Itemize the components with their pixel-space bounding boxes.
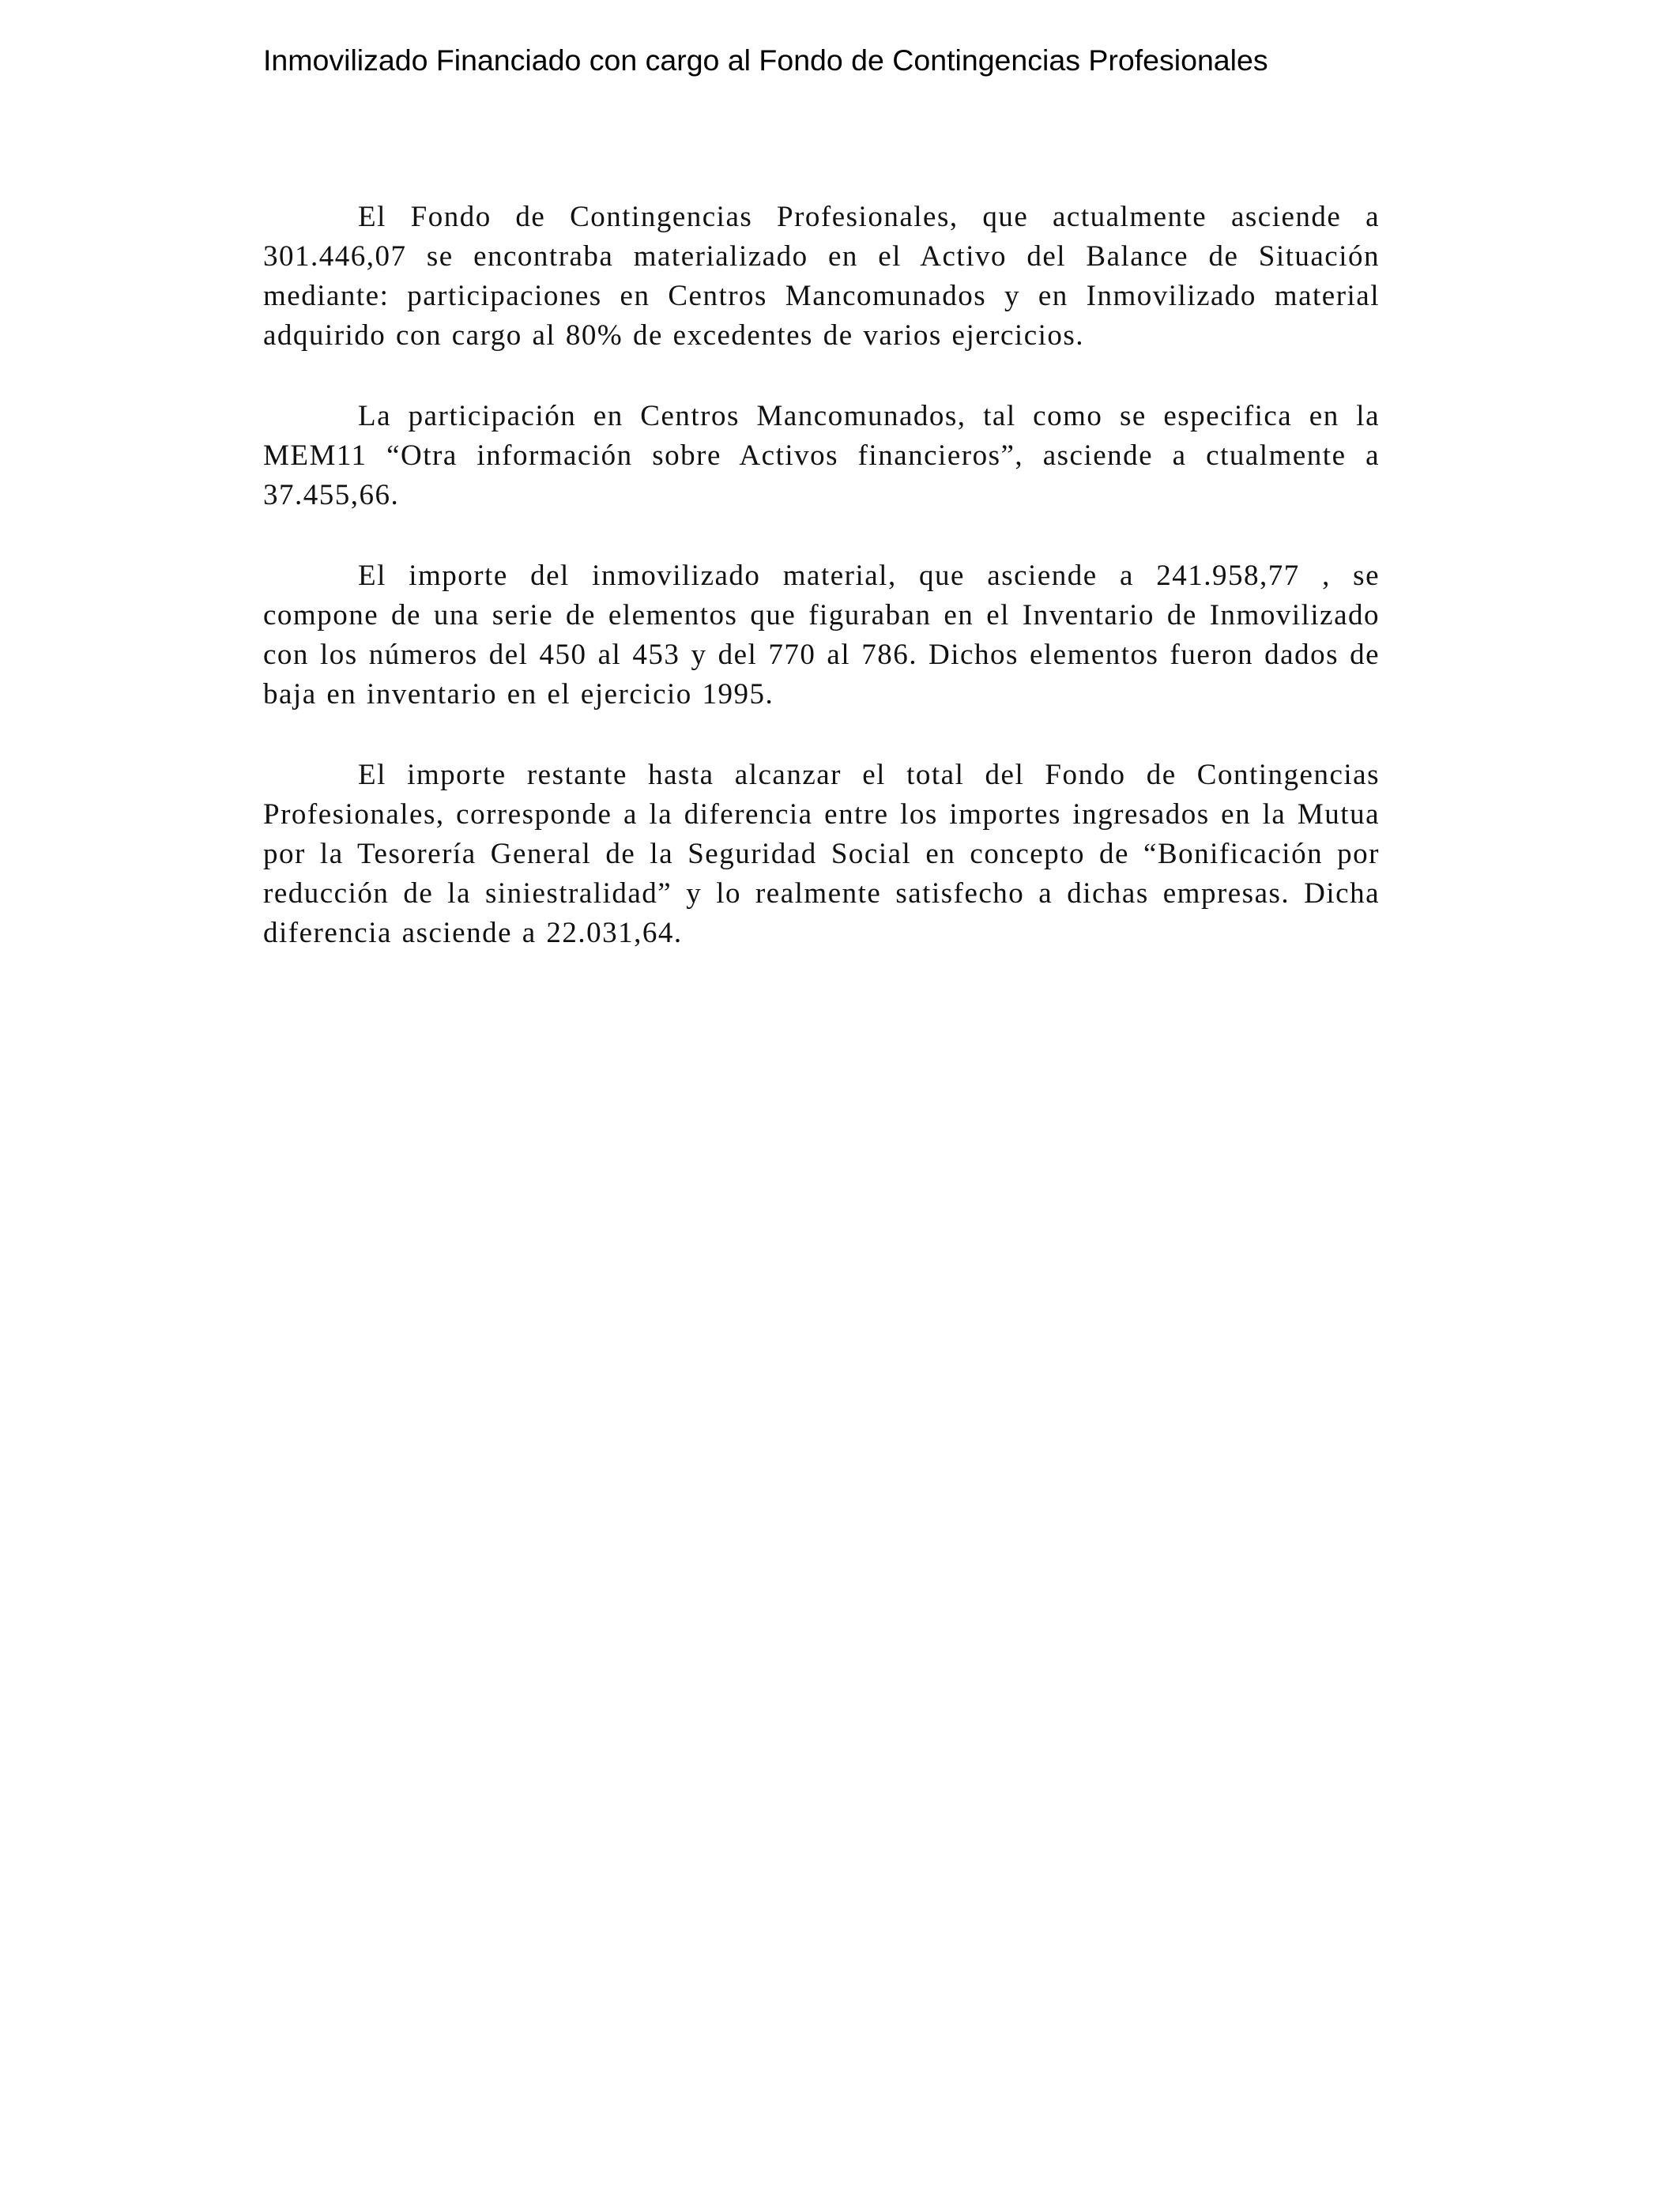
paragraph-importe-restante: El importe restante hasta alcanzar el total del Fondo de Contingencias Profesionales, corresponde a la diferencia entre los importes ingresados en la Mutua por la Tesorería General de la Seguridad Social en concepto de “Bonificación por reducción de la siniestralidad” y lo realmente satisfecho a dichas empresas. Dicha diferencia asciende a 22.031,64. — [263, 759, 1380, 949]
paragraph-centros-mancomunados: La participación en Centros Mancomunados, tal como se especifica en la MEM11 “Otra información sobre Activos financieros”, asciende a ctualmente a 37.455,66. — [263, 400, 1380, 511]
paragraph-fondo-contingencias: El Fondo de Contingencias Profesionales, que actualmente asciende a 301.446,07 se encontraba materializado en el Activo del Balance de Situación mediante: participaciones en Centros Mancomunados y en Inmovilizado material adquirido con cargo al 80% de excedentes de varios ejercicios. — [263, 201, 1380, 352]
document-title: Inmovilizado Financiado con cargo al Fondo de Contingencias Profesionales — [263, 43, 1268, 77]
paragraph-inmovilizado-material: El importe del inmovilizado material, que asciende a 241.958,77 , se compone de una serie de elementos que figuraban en el Inventario de Inmovilizado con los números del 450 al 453 y del 770 al 786. Dichos elementos fueron dados de baja en inventario en el ejercicio 1995. — [263, 560, 1380, 711]
document-body — [263, 198, 1380, 953]
